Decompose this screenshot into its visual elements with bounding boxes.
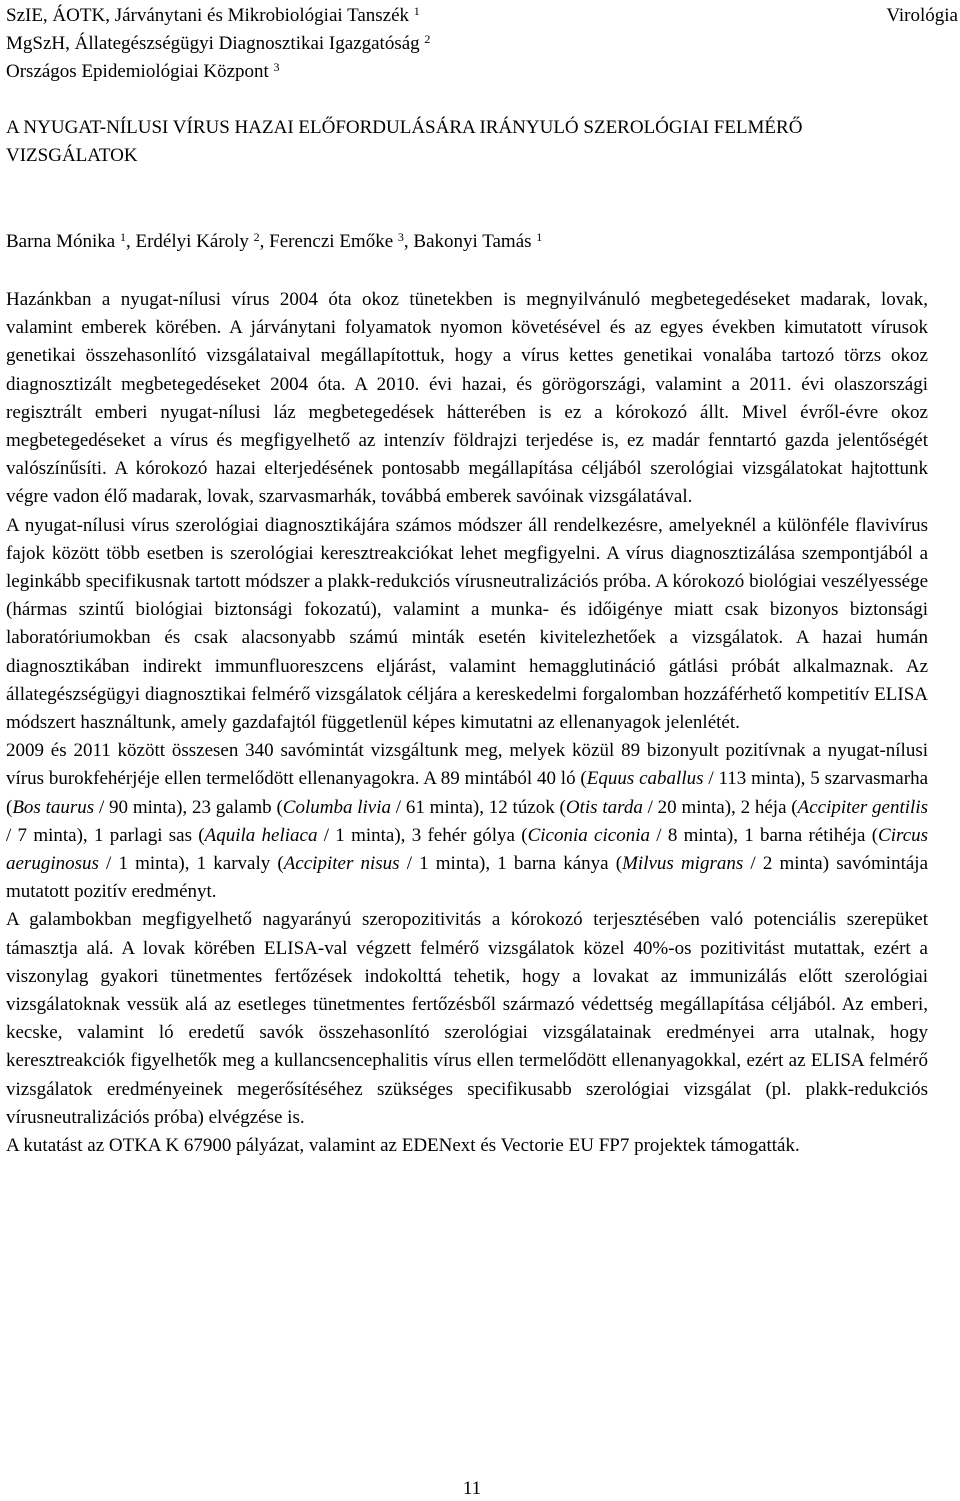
- affiliation-1: SzIE, ÁOTK, Járványtani és Mikrobiológiai Tanszék $^1$: [6, 4, 420, 26]
- species-name: Circus aeruginosus: [6, 824, 929, 875]
- author-list: [6, 228, 542, 256]
- species-name: Bos taurus: [12, 796, 95, 818]
- body-paragraph-4: A galambokban megfigyelhető nagyarányú szeropozitivitás a kórokozó terjesztésében való potenciális szerepüket támasztja alá. A lovak körében ELISA-val végzett felmérő vizsgálatok közel 40%-os pozitivitást mutattak, ezért a viszonylag gyakori tünetmentes fertőzések indokolttá tehetik, hogy a lovakat az immunizálás előtt szerológiai vizsgálatoknak vessük alá az esetleges tünetmentes fertőzésből származó védettség megállapítása céljából. Az emberi, kecske, valamint ló eredetű savók összehasonlító szerológiai vizsgálatainak eredményei arra utalnak, hogy keresztreakciók figyelhetők meg a kullancsencephalitis vírus ellen termelődött ellenanyagokkal, ezért az ELISA felmérő vizsgálatok eredményeinek megerősítéséhez szükséges specifikusabb szerológiai vizsgálat (pl. plakk-redukciós vírusneutralizációs próba) elvégzése is.: [6, 909, 928, 1128]
- body-paragraph-5: A kutatást az OTKA K 67900 pályázat, valamint az EDENext és Vectorie EU FP7 projektek támogatták.: [6, 1135, 800, 1157]
- body-paragraph-3: 2009 és 2011 között összesen 340 savómintát vizsgáltunk meg, melyek közül 89 bizonyult pozitívnak a nyugat-nílusi vírus burokfehérjéje ellen termelődött ellenanyagokra. A 89 mintából 40 ló (Equus caballus / 113 minta), 5 szarvasmarha (Bos taurus / 90 minta), 23 galamb (Columba livia / 61 minta), 12 túzok (Otis tarda / 20 minta), 2 héja (Accipiter gentilis / 7 minta), 1 parlagi sas (Aquila heliaca / 1 minta), 3 fehér gólya (Ciconia ciconia / 8 minta), 1 barna rétihéja (Circus aeruginosus / 1 minta), 1 karvaly (Accipiter nisus / 1 minta), 1 barna kánya (Milvus migrans / 2 minta) savómintája mutatott pozitív eredményt.: [6, 740, 929, 903]
- species-name: Accipiter gentilis: [797, 796, 929, 818]
- author: Ferenczi Emőke $^3$,: [269, 230, 414, 252]
- species-name: Accipiter nisus: [283, 853, 400, 875]
- species-name: Aquila heliaca: [204, 824, 318, 846]
- author: Bakonyi Tamás $^1$: [413, 230, 543, 252]
- species-name: Equus caballus: [586, 768, 704, 790]
- author: Erdélyi Károly $^2$,: [135, 230, 270, 252]
- article-title: A NYUGAT-NÍLUSI VÍRUS HAZAI ELŐFORDULÁSÁRA IRÁNYULÓ SZEROLÓGIAI FELMÉRŐ VIZSGÁLATOK: [6, 117, 803, 166]
- body-paragraph-1: Hazánkban a nyugat-nílusi vírus 2004 óta okoz tünetekben is megnyilvánuló megbetegedéseket madarak, lovak, valamint emberek körében. A járványtani folyamatok nyomon követésével és az egyes években kimutatott vírusok genetikai összehasonlító vizsgálataival megállapítottuk, hogy a vírus kettes genetikai vonalába tartozó törzs okoz diagnosztizált megbetegedéseket 2004 óta. A 2010. évi hazai, és görögországi, valamint a 2011. évi olaszországi regisztrált emberi nyugat-nílusi láz megbetegedések hátterében is ez a kórokozó állt. Mivel évről-évre okoz megbetegedéseket a vírus és megfigyelhető az intenzív földrajzi terjedése is, ez madár fenntartó gazda jelentőségét valószínűsíti. A kórokozó hazai elterjedésének pontosabb megállapítása céljából szerológiai vizsgálatokat hajtottunk végre vadon élő madarak, lovak, szarvasmarhák, továbbá emberek savóinak vizsgálatával.: [6, 289, 928, 508]
- species-name: Ciconia ciconia: [527, 824, 650, 846]
- author: Barna Mónika $^1$,: [6, 230, 136, 252]
- species-name: Columba livia: [282, 796, 392, 818]
- species-name: Milvus migrans: [622, 853, 744, 875]
- affiliation-3: Országos Epidemiológiai Központ $^3$: [6, 60, 280, 82]
- species-name: Otis tarda: [565, 796, 643, 818]
- body-paragraph-2: A nyugat-nílusi vírus szerológiai diagnosztikájára számos módszer áll rendelkezésre, amelyeknél a különféle flavivírus fajok között több esetben is szerológiai keresztreakciókat lehet megfigyelni. A vírus diagnosztizálása szempontjából a leginkább specifikusnak tartott módszer a plakk-redukciós vírusneutralizációs próba. A kórokozó biológiai veszélyessége (hármas szintű biológiai biztonsági fokozatú), valamint a munka- és időigénye miatt csak bizonyos biztonsági laboratóriumokban és csak alacsonyabb számú minták esetén kivitelezhetőek a vizsgálatok. A hazai humán diagnosztikában indirekt immunfluoreszcens eljárást, valamint hemagglutináció gátlási próbát alkalmaznak. Az állategészségügyi diagnosztikai felmérő vizsgálatok céljára a kereskedelmi forgalomban hozzáférhető kompetitív ELISA módszert használtunk, amely gazdafajtól függetlenül képes kimutatni az ellenanyagok jelenlétét.: [6, 514, 928, 734]
- section-label: Virológia: [886, 5, 958, 26]
- article-body: [6, 286, 928, 1160]
- page-number: 11: [462, 1478, 482, 1499]
- page-header: [6, 2, 958, 86]
- affiliation-2: MgSzH, Állategészségügyi Diagnosztikai Igazgatóság $^2$: [6, 32, 431, 54]
